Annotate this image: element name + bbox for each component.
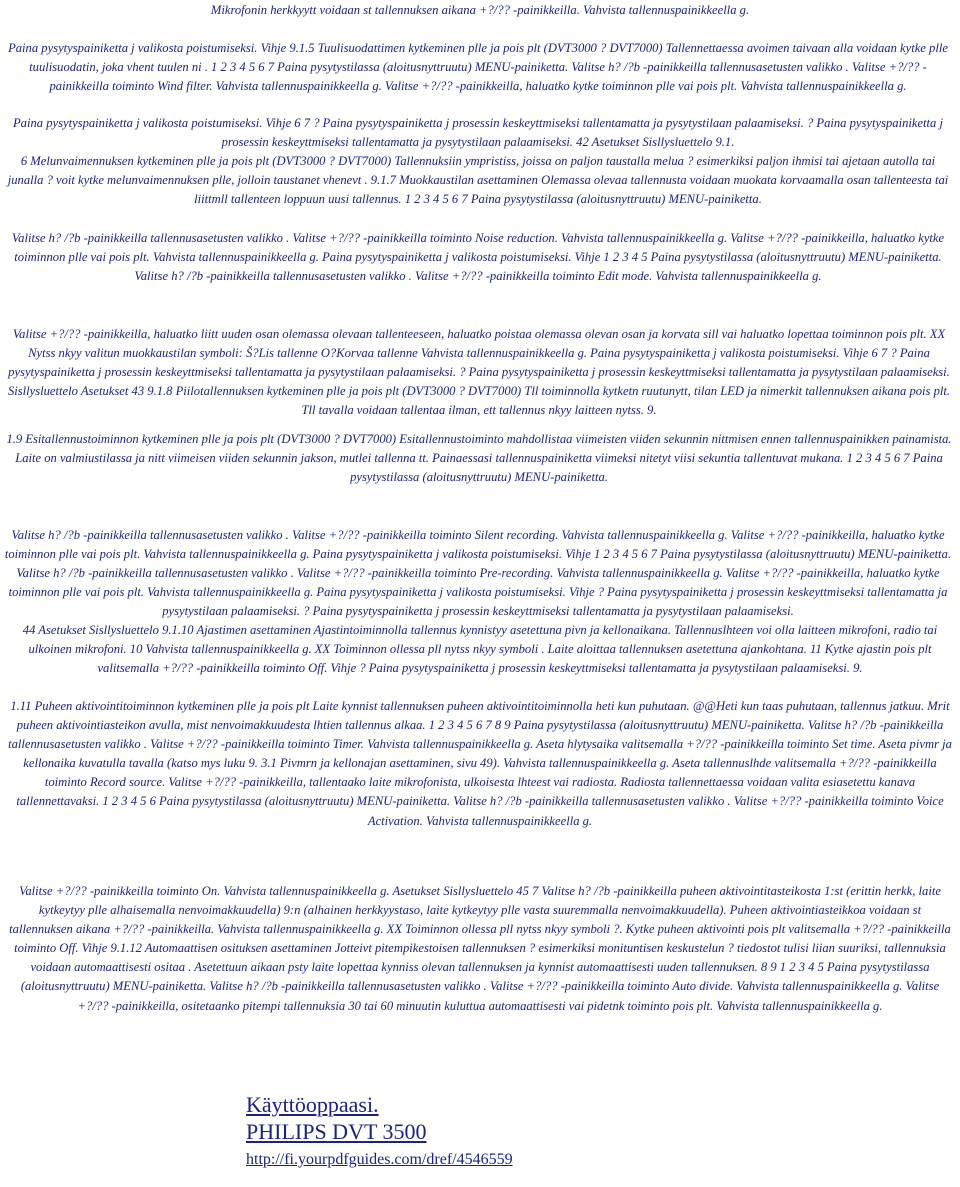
paragraph-5: Valitse h? /?b -painikkeilla tallennusasetusten valikko . Valitse +?/?? -painikkeilla toiminto Noise reduction. Vahvista tallennuspainikkeella g. Valitse +?/?? -painikkeilla, haluatko kytke toiminnon plle vai pois plt. Vahvista tallennuspainikkeella g. Paina pysytyspainiketta j valikosta poistumiseksi. Vihje 1 2 3 4 5 Paina pysytystilassa (aloitusnyttruutu) MENU-painiketta. Valitse h? /?b -painikkeilla tallennusasetusten valikko . Valitse +?/?? -painikkeilla toiminto Edit mode. Vahvista tallennuspainikkeella g. <box>11 231 945 284</box>
paragraph-1: Mikrofonin herkkyytt voidaan st tallennuksen aikana +?/?? -painikkeilla. Vahvista tallennuspainikkeella g. <box>210 3 750 17</box>
url-link[interactable]: http://fi.yourpdfguides.com/dref/4546559 <box>246 1151 513 1168</box>
user-guide-link[interactable]: Käyttöoppaasi. <box>246 1092 379 1117</box>
paragraph-11: Valitse +?/?? -painikkeilla toiminto On. Vahvista tallennuspainikkeella g. Asetukset Sisllysluettelo 45 7 Valitse h? /?b -painikkeilla puheen aktivointitasteikosta 1:st (erittin herkk, laite kytkeytyy plle alhaisemalla nenvoimakkuudella) 9:n (alhainen herkkyystaso, laite kytkeytyy plle vasta suuremmalla nenvoimakkuudella). Puheen aktivointiasteikkoa voidaan st tallennuksen aikana +?/?? -painikkeilla. Vahvista tallennuspainikkeella g. XX Toiminnon ollessa pll nytss nkyy symboli ?. Kytke puheen aktivointi pois plt valitsemalla +?/?? -painikkeilla toiminto Off. Vihje 9.1.12 Automaattisen osituksen asettaminen Jotteivt pitempikestoisen tallennuksen ? esimerkiksi monituntisen keskustelun ? tiedostot tulisi liian suuriksi, tallennuksia voidaan automaattisesti ositaa . Asetettuun aikaan psty laite lopettaa kynniss olevan tallennuksen ja kynnist automaattisesti uuden tallennuksen. 8 9 1 2 3 4 5 Paina pysytystilassa (aloitusnyttruutu) MENU-painiketta. Valitse h? /?b -painikkeilla tallennusasetusten valikko . Valitse +?/?? -painikkeilla toiminto Auto divide. Vahvista tallennuspainikkeella g. Valitse +?/?? -painikkeilla, ositetaanko pitempi tallennuksia 30 tai 60 minuutin kuluttua automaattisesti vai pidetnk toiminto pois plt. Vahvista tallennuspainikkeella g. <box>9 884 951 1013</box>
paragraph-10: 1.11 Puheen aktivointitoiminnon kytkeminen plle ja pois plt Laite kynnist tallennuksen puheen aktivointitoiminnolla heti kun puhutaan. @@Heti kun taas puhutaan, tallennus jatkuu. Mrit puheen aktivointiasteikon avulla, mist nenvoimakkuudesta lhtien tallennus alkaa. 1 2 3 4 5 6 7 8 9 Paina pysytystilassa (aloitusnyttruutu) MENU-painiketta. Valitse h? /?b -painikkeilla tallennusasetusten valikko . Valitse +?/?? -painikkeilla toiminto Timer. Vahvista tallennuspainikkeella g. Aseta hlytysaika valitsemalla +?/?? -painikkeilla toiminto Set time. Aseta pivmr ja kellonaika kuvatulla tavalla (katso mys luku 9. 3.1 Pivmrn ja kellonajan asettaminen, sivu 49). Vahvista tallennuspainikkeella g. Aseta tallennuslhde valitsemalla +?/?? -painikkeilla toiminto Record source. Valitse +?/?? -painikkeilla, tallentaako laite mikrofonista, ulkoisesta lhteest vai radiosta. Radiosta tallennettaessa voidaan valita esiasetettu kanava tallennettavaksi. 1 2 3 4 5 6 Paina pysytystilassa (aloitusnyttruutu) MENU-painiketta. Valitse h? /?b -painikkeilla tallennusasetusten valikko . Valitse +?/?? -painikkeilla toiminto Voice Activation. Vahvista tallennuspainikkeella g. <box>8 699 952 828</box>
paragraph-9: 44 Asetukset Sisllysluettelo 9.1.10 Ajastimen asettaminen Ajastintoiminnolla tallennus kynnistyy asetettuna pivn ja kellonaikana. Tallennuslhteen voi olla laitteen mikrofoni, radio tai ulkoinen mikrofoni. 10 Vahvista tallennuspainikkeella g. XX Toiminnon ollessa pll nytss nkyy symboli . Laite aloittaa tallennuksen asetettuna ajankohtana. 11 Kytke ajastin pois plt valitsemalla +?/?? -painikkeilla toiminto Off. Vihje ? Paina pysytyspainiketta j prosessin keskeyttmiseksi tallentamatta ja pysytystilaan palaamiseksi. 9. <box>22 623 938 676</box>
paragraph-3: Paina pysytyspainiketta j valikosta poistumiseksi. Vihje 6 7 ? Paina pysytyspainiketta j prosessin keskeyttmiseksi tallentamatta ja pysytystilaan palaamiseksi. ? Paina pysytyspainiketta j prosessin keskeyttmiseksi tallentamatta ja pysytystilaan palaamiseksi. 42 Asetukset Sisllysluettelo 9.1. <box>12 116 944 150</box>
paragraph-8: Valitse h? /?b -painikkeilla tallennusasetusten valikko . Valitse +?/?? -painikkeilla toiminto Silent recording. Vahvista tallennuspainikkeella g. Valitse +?/?? -painikkeilla, haluatko kytke toiminnon plle vai pois plt. Vahvista tallennuspainikkeella g. Paina pysytyspainiketta j valikosta poistumiseksi. Vihje 1 2 3 4 5 6 7 Paina pysytystilassa (aloitusnyttruutu) MENU-painiketta. Valitse h? /?b -painikkeilla tallennusasetusten valikko . Valitse +?/?? -painikkeilla toiminto Pre-recording. Vahvista tallennuspainikkeella g. Valitse +?/?? -painikkeilla, haluatko kytke toiminnon plle vai pois plt. Vahvista tallennuspainikkeella g. Paina pysytyspainiketta j valikosta poistumiseksi. Vihje ? Paina pysytyspainiketta j prosessin keskeyttmiseksi tallentamatta ja pysytystilaan palaamiseksi. ? Paina pysytyspainiketta j prosessin keskeyttmiseksi tallentamatta ja pysytystilaan palaamiseksi. <box>4 528 952 619</box>
paragraph-6: Valitse +?/?? -painikkeilla, haluatko liitt uuden osan olemassa olevaan tallenteeseen, haluatko poistaa olemassa olevan osan ja korvata sill vai haluatko lopettaa toiminnon pois plt. XX Nytss nkyy valitun muokkaustilan symboli: Š?Lis tallenne O?Korvaa tallenne Vahvista tallennuspainikkeella g. Paina pysytyspainiketta j valikosta poistumiseksi. Vihje 6 7 ? Paina pysytyspainiketta j prosessin keskeyttmiseksi tallentamatta ja pysytystilaan palaamiseksi. ? Paina pysytyspainiketta j prosessin keskeyttmiseksi tallentamatta ja pysytystilaan palaamiseksi. Sisllysluettelo Asetukset 43 9.1.8 Piilotallennuksen kytkeminen plle ja pois plt (DVT3000 ? DVT7000) Tll toiminnolla kytketn ruutunytt, tilan LED ja nimerkit tallennuksen aikana pois plt. Tll tavalla voidaan tallentaa ilman, ett tallennus nkyy laitteen nytss. 9. <box>7 327 951 418</box>
paragraph-2: Paina pysytyspainiketta j valikosta poistumiseksi. Vihje 9.1.5 Tuulisuodattimen kytkeminen plle ja pois plt (DVT3000 ? DVT7000) Tallennettaessa avoimen taivaan alla voidaan kytke plle tuulisuodatin, joka vhent tuulen ni . 1 2 3 4 5 6 7 Paina pysytystilassa (aloitusnyttruutu) MENU-painiketta. Valitse h? /?b -painikkeilla tallennusasetusten valikko . Valitse +?/?? -painikkeilla toiminto Wind filter. Vahvista tallennuspainikkeella g. Valitse +?/?? -painikkeilla, haluatko kytke toiminnon plle vai pois plt. Vahvista tallennuspainikkeella g. <box>8 41 948 94</box>
footer-links <box>246 1092 513 1171</box>
paragraph-7: 1.9 Esitallennustoiminnon kytkeminen plle ja pois plt (DVT3000 ? DVT7000) Esitallennustoiminto mahdollistaa viimeisten viiden sekunnin nittmisen ennen tallennuspainikken painamista. Laite on valmiustilassa ja nitt viimeisen viiden sekunnin jakson, mutlei tallenna tt. Painaessasi tallennuspainiketta viimeksi nitetyt viisi sekuntia tallentuvat mukana. 1 2 3 4 5 6 7 Paina pysytystilassa (aloitusnyttruutu) MENU-painiketta. <box>6 432 952 485</box>
product-link[interactable]: PHILIPS DVT 3500 <box>246 1119 427 1144</box>
paragraph-4: 6 Melunvaimennuksen kytkeminen plle ja pois plt (DVT3000 ? DVT7000) Tallennuksiin ympristiss, joissa on paljon taustalla melua ? esimerkiksi paljon ihmisi tai ajetaan autolla tai junalla ? voit kytke melunvaimennuksen plle, jolloin taustanet vhenevt . 9.1.7 Muokkaustilan asettaminen Olemassa olevaa tallennusta voidaan muokata korvaamalla osan tallenteesta tai liittmll tallenteen loppuun uusi tallennus. 1 2 3 4 5 6 7 Paina pysytystilassa (aloitusnyttruutu) MENU-painiketta. <box>7 154 949 207</box>
